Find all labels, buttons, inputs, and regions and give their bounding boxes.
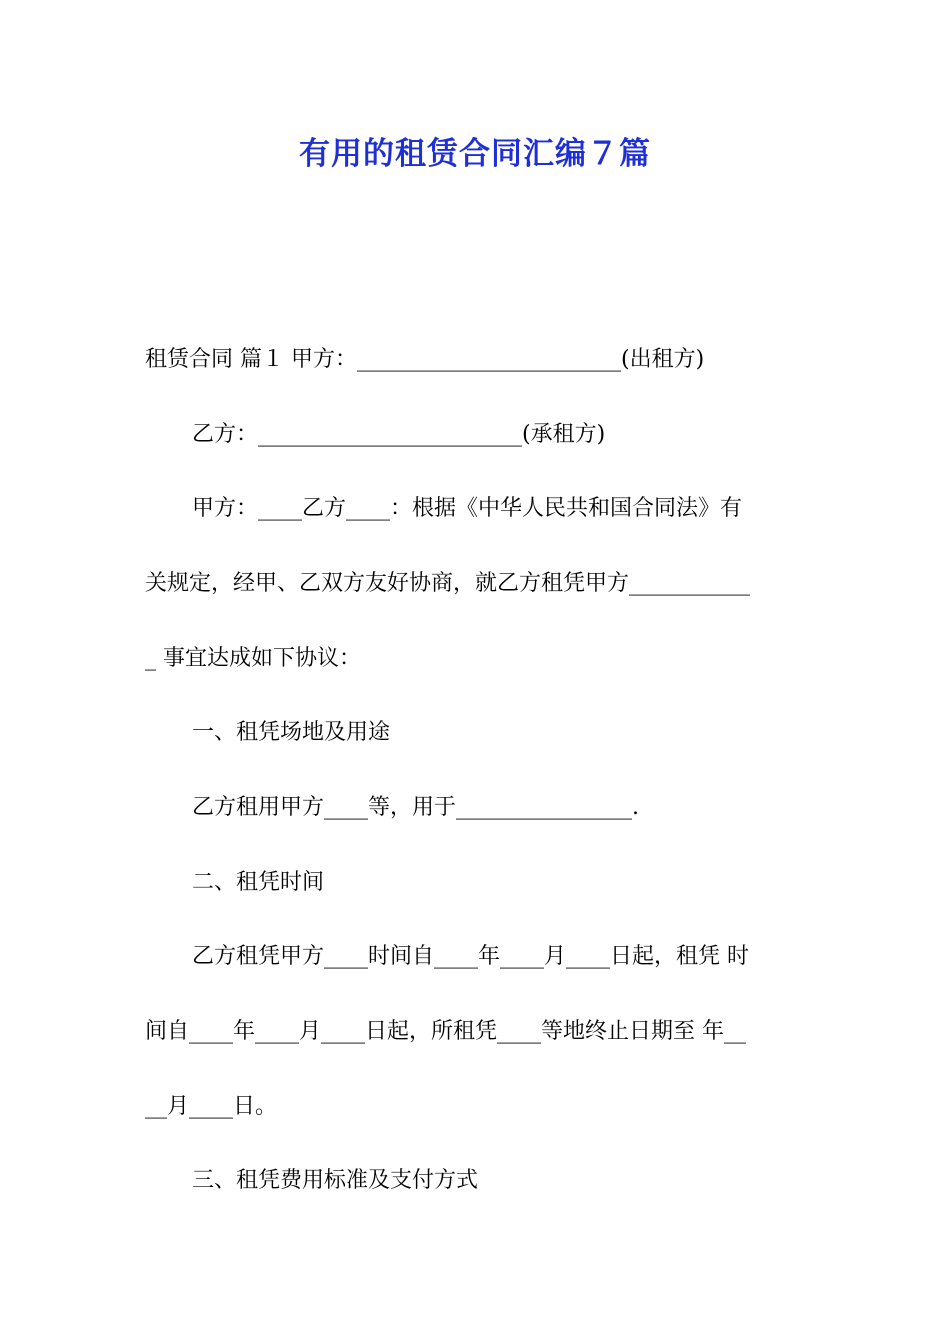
paragraph-line-6: 乙方租用甲方____等，用于________________. — [192, 795, 639, 820]
paragraph-line-9: __月____日。 — [145, 1094, 278, 1119]
section-heading-2: 二、租凭时间 — [192, 870, 325, 895]
paragraph-line-5: _ 事宜达成如下协议： — [145, 646, 361, 671]
paragraph-line-1: 租赁合同 篇１ 甲方：________________________(出租方) — [145, 347, 705, 372]
paragraph-line-7: 乙方租凭甲方____时间自____年____月____日起，租凭 时 — [192, 944, 749, 969]
section-heading-3: 三、租凭费用标准及支付方式 — [192, 1168, 479, 1193]
section-heading-1: 一、租凭场地及用途 — [192, 720, 391, 745]
paragraph-line-3: 甲方：____乙方____：根据《中华人民共和国合同法》有 — [192, 496, 743, 521]
paragraph-line-4: 关规定，经甲、乙双方友好协商，就乙方租凭甲方___________ — [145, 571, 751, 596]
paragraph-line-8: 间自____年____月____日起，所租凭____等地终止日期至 年__ — [145, 1019, 746, 1044]
document-title: 有用的租赁合同汇编７篇 — [299, 136, 651, 172]
paragraph-line-2: 乙方：________________________(承租方) — [192, 422, 606, 447]
